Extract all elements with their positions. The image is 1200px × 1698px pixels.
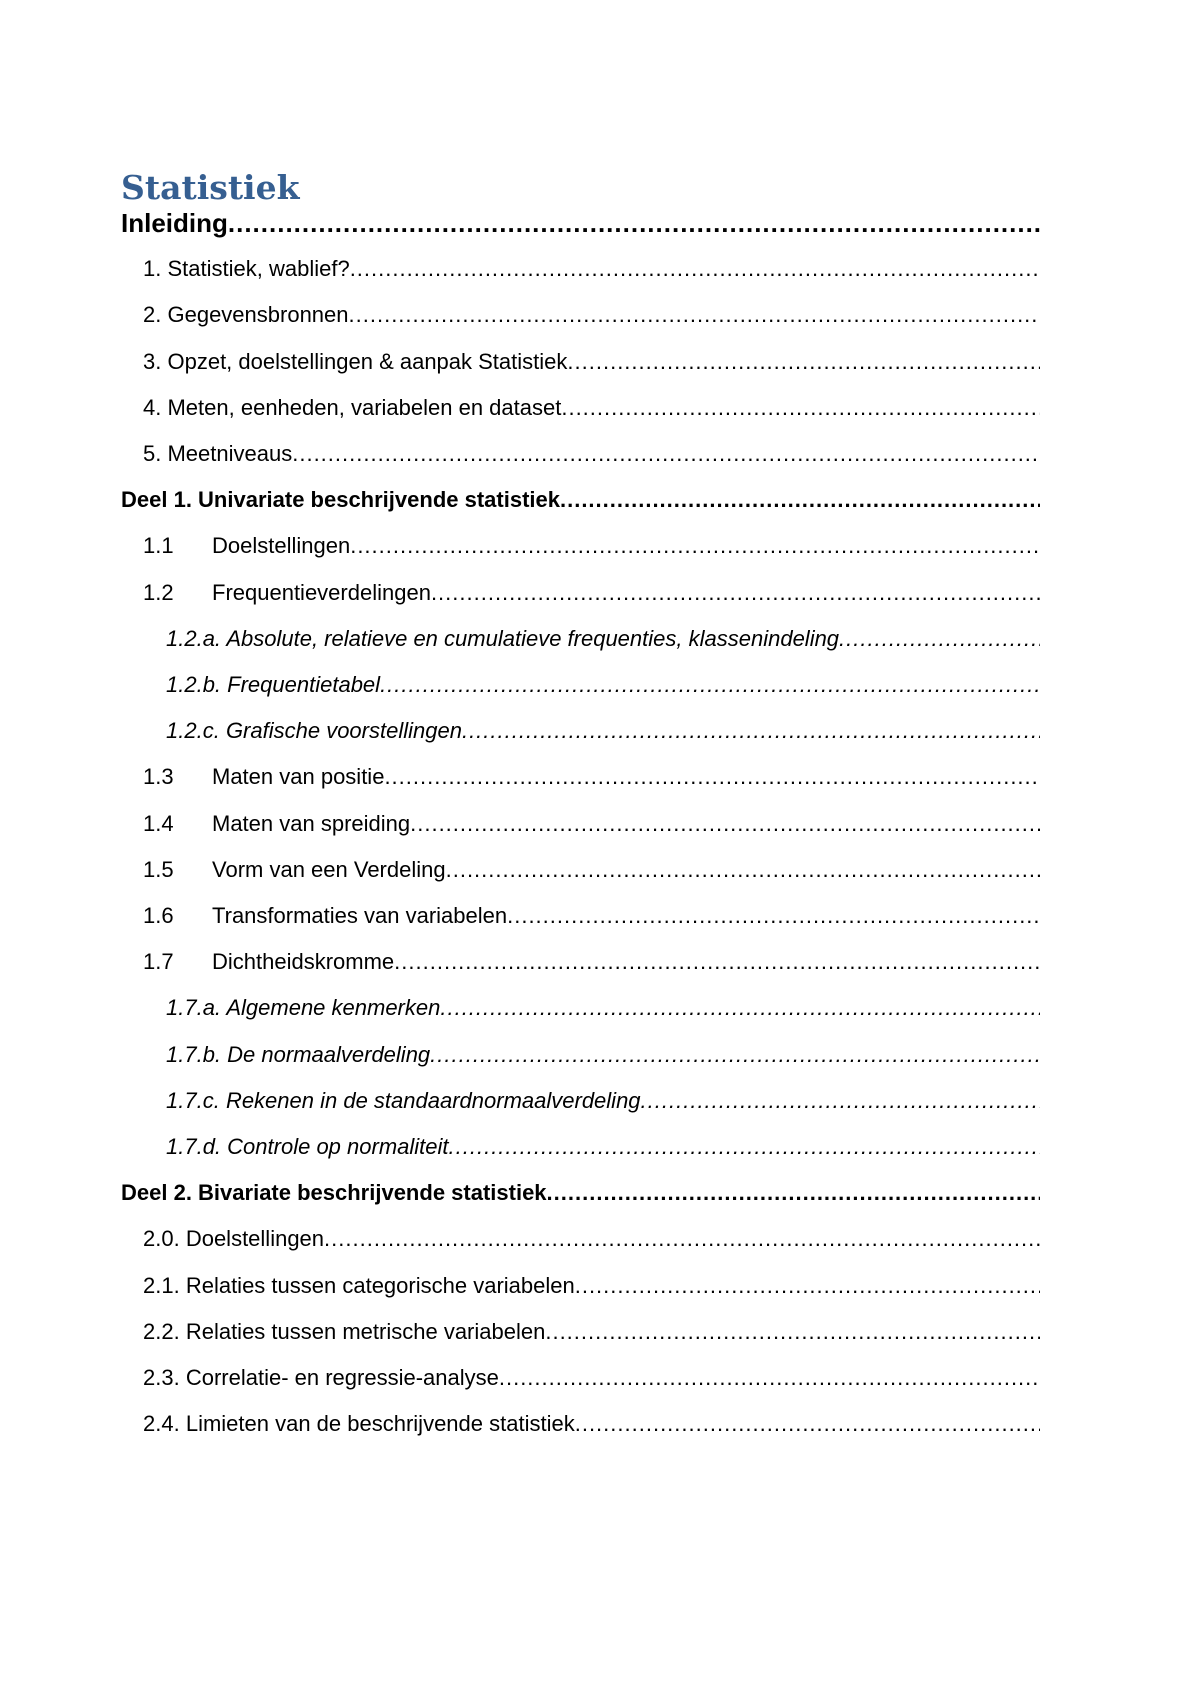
toc-entry-number: 1.2.a. — [166, 626, 222, 651]
toc-entry-label — [143, 439, 292, 469]
toc-entry-number: 1.7.b. — [166, 1042, 222, 1067]
toc-entry[interactable] — [166, 716, 1040, 746]
toc-entry-label — [143, 1409, 575, 1439]
toc-dot-leader — [560, 485, 1040, 515]
toc-entry-label — [143, 531, 350, 561]
toc-dot-leader — [384, 762, 1040, 792]
toc-entry[interactable] — [143, 393, 1040, 423]
toc-entry-number: 2.1. — [143, 1273, 180, 1298]
toc-entry[interactable] — [143, 300, 1040, 330]
toc-entry[interactable] — [143, 855, 1040, 885]
toc-entry[interactable] — [143, 809, 1040, 839]
toc-entry-label — [121, 1178, 547, 1208]
toc-entry-label — [166, 1132, 449, 1162]
toc-dot-leader — [545, 1317, 1040, 1347]
toc-entry[interactable] — [143, 762, 1040, 792]
toc-entry-text: Doelstellingen — [212, 533, 351, 558]
toc-entry[interactable] — [143, 1224, 1040, 1254]
toc-entry-number: 3. — [143, 349, 162, 374]
toc-entry-text: Opzet, doelstellingen & aanpak Statistiek — [167, 349, 568, 374]
toc-entry-number: 2.0. — [143, 1226, 180, 1251]
toc-entry-text: Gegevensbronnen — [167, 302, 349, 327]
toc-dot-leader — [440, 993, 1040, 1023]
toc-entry-number: 1.7.c. — [166, 1088, 220, 1113]
toc-dot-leader — [449, 1132, 1040, 1162]
toc-entry-text: Frequentietabel — [227, 672, 381, 697]
toc-entry-text: Meten, eenheden, variabelen en dataset — [167, 395, 562, 420]
toc-entry-number: 1.1 — [143, 533, 174, 558]
toc-dot-leader — [839, 624, 1040, 654]
toc-entry[interactable] — [143, 947, 1040, 977]
toc-entry-label — [143, 809, 410, 839]
toc-entry-label — [143, 347, 567, 377]
toc-entry-number: 1.7.d. — [166, 1134, 222, 1159]
toc-entry-number: 1. — [143, 256, 162, 281]
toc-entry-text: Controle op normaliteit — [227, 1134, 449, 1159]
toc-entry-text: Doelstellingen — [185, 1226, 325, 1251]
toc-entry-number: 1.5 — [143, 857, 174, 882]
toc-entry[interactable] — [166, 993, 1040, 1023]
toc-entry-text: Maten van positie — [212, 764, 385, 789]
toc-entry[interactable] — [143, 1317, 1040, 1347]
toc-entry-text: Rekenen in de standaardnormaalverdeling — [225, 1088, 641, 1113]
toc-entry-text: Deel 2. Bivariate beschrijvende statistiek — [121, 1180, 547, 1205]
toc-entry-number: 2.2. — [143, 1319, 180, 1344]
toc-entry-number: 2. — [143, 302, 162, 327]
toc-entry-text: Frequentieverdelingen — [212, 580, 431, 605]
toc-entry-number: 1.3 — [143, 764, 174, 789]
toc-dot-leader — [350, 254, 1040, 284]
toc-dot-leader — [499, 1363, 1040, 1393]
toc-entry[interactable] — [143, 531, 1040, 561]
toc-dot-leader — [430, 1040, 1040, 1070]
toc-dot-leader — [575, 1271, 1040, 1301]
toc-entry[interactable] — [121, 208, 1040, 238]
toc-dot-leader — [507, 901, 1040, 931]
toc-entry-text: Inleiding — [121, 208, 228, 238]
toc-entry[interactable] — [143, 901, 1040, 931]
toc-entry-text: Algemene kenmerken — [226, 995, 441, 1020]
document-title: Statistiek — [121, 168, 300, 207]
toc-entry[interactable] — [143, 254, 1040, 284]
toc-entry[interactable] — [143, 1363, 1040, 1393]
toc-dot-leader — [567, 347, 1040, 377]
toc-entry[interactable] — [166, 1132, 1040, 1162]
toc-dot-leader — [394, 947, 1040, 977]
toc-entry-label — [166, 1086, 641, 1116]
toc-entry-label — [143, 1363, 499, 1393]
toc-entry-label — [143, 1271, 575, 1301]
toc-entry-text: Meetniveaus — [167, 441, 293, 466]
toc-dot-leader — [410, 809, 1040, 839]
toc-dot-leader — [575, 1409, 1040, 1439]
toc-entry-text: Grafische voorstellingen — [225, 718, 462, 743]
toc-entry-text: Vorm van een Verdeling — [212, 857, 446, 882]
toc-entry[interactable] — [121, 1178, 1040, 1208]
toc-entry[interactable] — [166, 1040, 1040, 1070]
toc-entry-text: Statistiek, wablief? — [167, 256, 350, 281]
toc-entry-label — [143, 947, 394, 977]
toc-dot-leader — [324, 1224, 1040, 1254]
toc-entry-label — [166, 624, 839, 654]
toc-entry[interactable] — [143, 1409, 1040, 1439]
toc-entry-label — [143, 254, 350, 284]
toc-dot-leader — [641, 1086, 1040, 1116]
toc-entry[interactable] — [166, 624, 1040, 654]
toc-entry-label — [143, 1317, 545, 1347]
toc-dot-leader — [228, 208, 1040, 238]
toc-entry-text: Deel 1. Univariate beschrijvende statistiek — [121, 487, 560, 512]
toc-entry-text: Relaties tussen metrische variabelen — [185, 1319, 546, 1344]
toc-entry-label — [166, 716, 462, 746]
toc-dot-leader — [349, 300, 1040, 330]
toc-dot-leader — [462, 716, 1040, 746]
toc-entry-label — [143, 578, 431, 608]
toc-entry-number: 2.3. — [143, 1365, 180, 1390]
toc-entry-label — [143, 300, 349, 330]
toc-entry-number: 1.4 — [143, 811, 174, 836]
toc-entry-label — [166, 993, 440, 1023]
toc-entry-label — [166, 1040, 430, 1070]
toc-entry[interactable] — [121, 485, 1040, 515]
toc-entry-label — [143, 855, 446, 885]
toc-entry-number: 1.2.c. — [166, 718, 220, 743]
toc-dot-leader — [561, 393, 1040, 423]
toc-dot-leader — [431, 578, 1040, 608]
toc-entry[interactable] — [143, 578, 1040, 608]
toc-entry-text: Limieten van de beschrijvende statistiek — [185, 1411, 575, 1436]
toc-entry-label — [166, 670, 380, 700]
toc-entry-text: Maten van spreiding — [212, 811, 411, 836]
toc-dot-leader — [350, 531, 1040, 561]
toc-entry-label — [121, 485, 560, 515]
toc-entry-number: 1.2 — [143, 580, 174, 605]
toc-entry-number: 4. — [143, 395, 162, 420]
toc-entry[interactable] — [166, 1086, 1040, 1116]
toc-entry-text: De normaalverdeling — [227, 1042, 431, 1067]
toc-dot-leader — [446, 855, 1040, 885]
toc-entry-number: 1.7.a. — [166, 995, 222, 1020]
toc-entry[interactable] — [143, 439, 1040, 469]
toc-entry-text: Relaties tussen categorische variabelen — [185, 1273, 575, 1298]
toc-entry-number: 5. — [143, 441, 162, 466]
toc-dot-leader — [547, 1178, 1040, 1208]
toc-entry-number: 1.2.b. — [166, 672, 222, 697]
toc-entry-label — [143, 901, 507, 931]
toc-entry-text: Absolute, relatieve en cumulatieve frequenties, klassenindeling — [226, 626, 840, 651]
toc-entry-number: 2.4. — [143, 1411, 180, 1436]
toc-entry[interactable] — [143, 347, 1040, 377]
toc-dot-leader — [380, 670, 1040, 700]
toc-entry-text: Correlatie- en regressie-analyse — [185, 1365, 499, 1390]
toc-entry-number: 1.6 — [143, 903, 174, 928]
toc-entry-text: Transformaties van variabelen — [212, 903, 508, 928]
toc-entry-label — [143, 762, 384, 792]
toc-dot-leader — [292, 439, 1040, 469]
toc-entry-label — [143, 1224, 324, 1254]
toc-entry[interactable] — [143, 1271, 1040, 1301]
toc-entry-label — [143, 393, 561, 423]
toc-entry-number: 1.7 — [143, 949, 174, 974]
toc-entry[interactable] — [166, 670, 1040, 700]
toc-entry-label — [121, 208, 228, 238]
toc-entry-text: Dichtheidskromme — [212, 949, 395, 974]
